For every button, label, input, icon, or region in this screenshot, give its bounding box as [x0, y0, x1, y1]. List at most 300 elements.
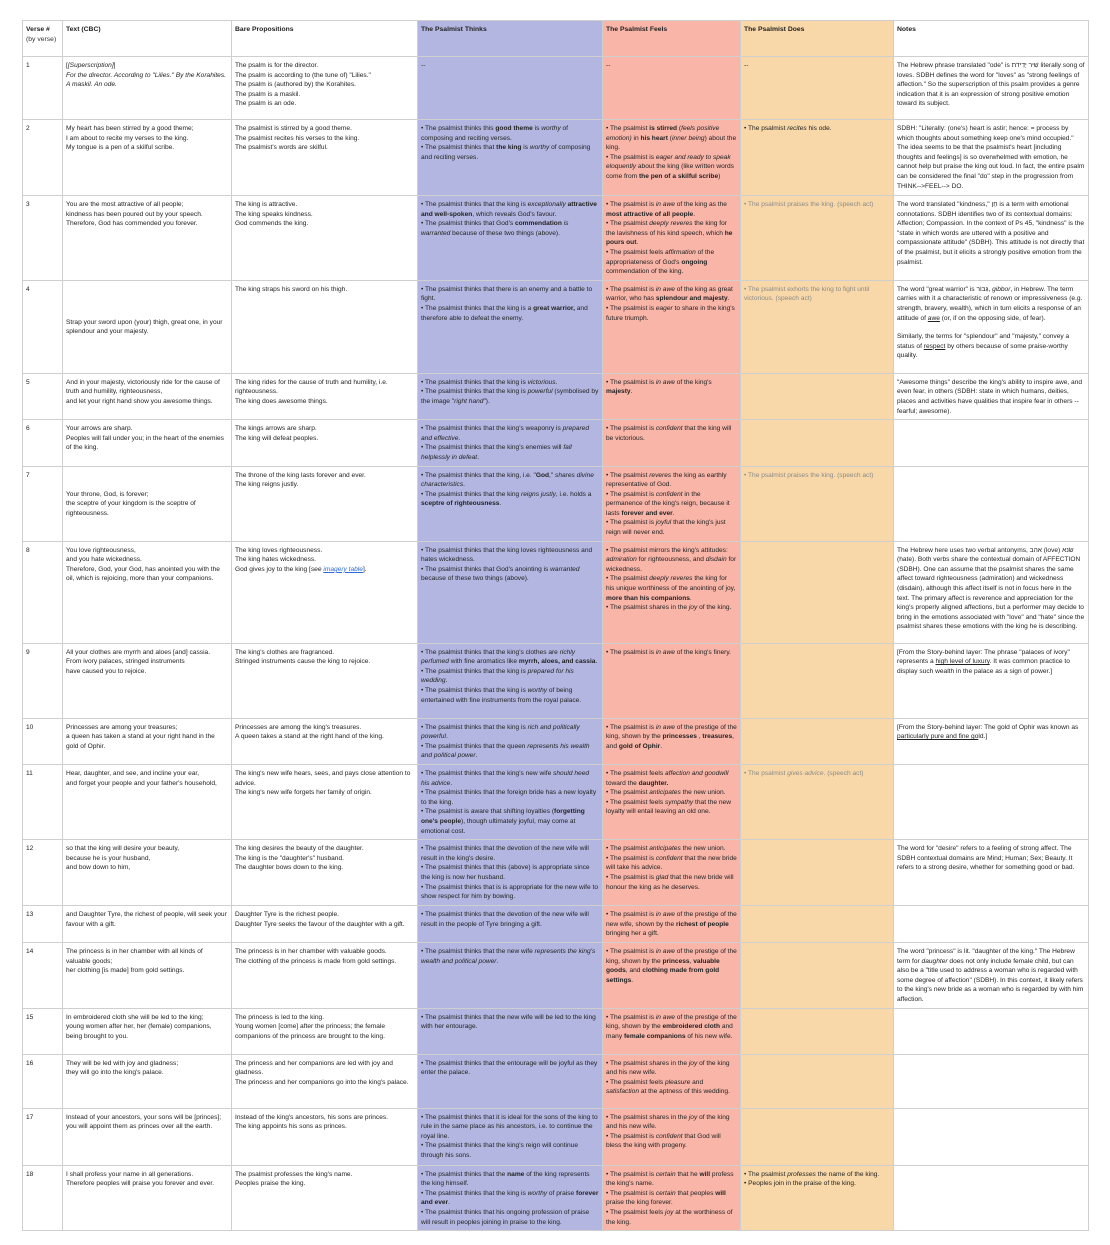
verse-number: 10	[23, 718, 63, 764]
bare-propositions	[232, 942, 418, 1008]
feels-item: • The psalmist is certain that peoples will praise the king forever.	[606, 1189, 726, 1207]
feels-cell	[603, 466, 741, 541]
feels-item: • The psalmist feels joy at the worthiness of the king.	[606, 1208, 733, 1226]
feels-item: • The psalmist mirrors the king's attitudes: admiration for righteousness, and disdain for wickedness.	[606, 546, 737, 573]
bare-line: The king's new wife forgets her family of origin.	[235, 789, 372, 797]
text-line: My tongue is a pen of a skilful scribe.	[66, 144, 175, 152]
does-cell: --	[741, 57, 894, 120]
bare-line: The psalmist is stirred by a good theme.	[235, 125, 352, 132]
thinks-cell	[418, 1165, 603, 1231]
bare-propositions	[232, 643, 418, 718]
thinks-item: • The psalmist thinks that the foreign bride has a new loyalty to the king.	[421, 789, 597, 806]
thinks-cell: • The psalmist thinks that the new wife will be led to the king with her entourage.	[418, 1008, 603, 1054]
thinks-item: • The psalmist thinks that the king, i.e. "God," shares divine characteristics.	[421, 471, 594, 489]
verse-text	[63, 643, 232, 718]
header-row	[23, 21, 1089, 57]
table-row	[23, 1165, 1089, 1231]
text-line: they will go into the king's palace.	[66, 1069, 164, 1077]
thinks-cell	[418, 765, 603, 840]
bare-line: Princesses are among the king's treasures.	[235, 723, 362, 731]
text-line: and forget your people and your father's household,	[66, 779, 217, 787]
thinks-cell	[418, 280, 603, 373]
bare-propositions	[232, 906, 418, 943]
feels-item: • The psalmist feels affection and goodwill toward the daughter.	[606, 770, 729, 787]
bare-line: The king's clothes are fragranced.	[235, 648, 335, 656]
feels-cell: • The psalmist is in awe of the king's majesty.	[603, 373, 741, 419]
does-cell	[741, 373, 894, 419]
notes-cell: "Awesome things" describe the king's ability to inspire awe, and even fear, in others (SDBH: state in which humans, deities, places and activities have qualities that inspire fear in others -- fearful; awesome).	[894, 373, 1089, 419]
bare-line: The king's new wife hears, sees, and pays close attention to advice.	[235, 770, 411, 787]
feels-item: • The psalmist is glad that the new bride will honour the king as he deserves.	[606, 873, 734, 891]
thinks-item: • The psalmist thinks that the king is worthy of praise forever and ever.	[421, 1189, 599, 1207]
superscription-text: [Superscription]	[67, 62, 114, 69]
table-row	[23, 466, 1089, 541]
bare-propositions	[232, 840, 418, 906]
verse-text	[63, 466, 232, 541]
bare-propositions	[232, 718, 418, 764]
thinks-cell: • The psalmist thinks that the devotion of the new wife will result in the people of Tyre bringing a gift.	[418, 906, 603, 943]
verse-text	[63, 765, 232, 840]
text-line: You love righteousness,	[66, 546, 136, 554]
superscription-label: [[Superscription]]	[66, 62, 116, 69]
text-line: Therefore peoples will praise you forever and ever.	[66, 1180, 215, 1188]
does-cell	[741, 1108, 894, 1165]
table-row	[23, 906, 1089, 943]
table-row	[23, 840, 1089, 906]
thinks-item: • The psalmist thinks that the king is worthy of being entertained with fine instruments from the royal palace.	[421, 687, 582, 704]
bare-line: Daughter Tyre is the richest people.	[235, 911, 339, 919]
verse-text	[63, 1008, 232, 1054]
table-row	[23, 420, 1089, 466]
notes-cell	[894, 765, 1089, 840]
table-row	[23, 765, 1089, 840]
bare-line: The clothing of the princess is made from gold settings.	[235, 957, 397, 965]
text-line: a queen has taken a stand at your right hand in the gold of Ophir.	[66, 733, 215, 750]
verse-text	[63, 541, 232, 643]
verse-text	[63, 120, 232, 196]
verse-text	[63, 196, 232, 281]
feels-item: • The psalmist is eager to share in the king's future triumph.	[606, 304, 735, 322]
feels-item: • The psalmist is confident that God will bless the king with progeny.	[606, 1132, 721, 1150]
text-line: Therefore, God has commended you forever.	[66, 220, 198, 228]
feels-item: • The psalmist feels sympathy that the new loyalty will entail leaving an old one.	[606, 798, 731, 816]
table-row	[23, 1054, 1089, 1108]
feels-item: • The psalmist anticipates the new union.	[606, 789, 726, 797]
table-row	[23, 196, 1089, 281]
bare-line: The psalm is according to (the tune of) "Lilies."	[235, 71, 371, 79]
feels-cell: • The psalmist is in awe of the prestige of the king, shown by the princesses , treasures, and gold of Ophir.	[603, 718, 741, 764]
bare-propositions	[232, 1108, 418, 1165]
text-line: and bow down to him,	[66, 864, 131, 872]
does-item: • The psalmist gives advice. (speech act)	[744, 770, 864, 778]
bare-line: The throne of the king lasts forever and ever.	[235, 471, 366, 479]
bare-line: God gives joy to the king [see imagery table].	[235, 565, 367, 573]
text-line: They will be led with joy and gladness;	[66, 1059, 179, 1067]
bare-propositions	[232, 120, 418, 196]
bare-line: The psalm is for the director.	[235, 62, 319, 69]
bare-line: The king is attractive.	[235, 201, 298, 208]
thinks-item: • The psalmist thinks that the king's enemies will fall helplessly in defeat.	[421, 444, 572, 461]
feels-item: • The psalmist is stirred (feels positive emotion) in his heart (inner being) about the king.	[606, 125, 737, 152]
thinks-item: • The psalmist thinks that the king's weaponry is prepared and effective.	[421, 425, 590, 442]
text-line: her clothing [is made] from gold settings.	[66, 967, 185, 975]
text-line: I shall profess your name in all generations.	[66, 1170, 194, 1178]
thinks-cell: --	[418, 57, 603, 120]
feels-cell	[603, 1165, 741, 1231]
table-row	[23, 373, 1089, 419]
text-line: kindness has been poured out by your speech.	[66, 210, 203, 218]
bare-line: God commends the king.	[235, 220, 309, 228]
verse-text	[63, 420, 232, 466]
does-cell: • The psalmist recites his ode.	[741, 120, 894, 196]
verse-number: 15	[23, 1008, 63, 1054]
verse-number: 1	[23, 57, 63, 120]
bare-line: The psalmist professes the king's name.	[235, 1170, 353, 1178]
text-line: A maskil. An ode.	[66, 81, 117, 89]
feels-cell	[603, 840, 741, 906]
notes-paragraph: Similarly, the terms for "splendour" and "majesty," convey a status of respect by others because of some praise-worthy quality.	[897, 333, 1070, 360]
header-text: Text (CBC)	[63, 21, 232, 57]
thinks-cell	[418, 1108, 603, 1165]
feels-item: • The psalmist is joyful that the king's just reign will never end.	[606, 519, 726, 537]
notes-cell: [From the Story-behind layer: The gold of Ophir was known as particularly pure and fine gold.]	[894, 718, 1089, 764]
text-line: Therefore, God, your God, has anointed you with the oil, which is rejoicing, more than your companions.	[66, 565, 220, 583]
text-line: And in your majesty, victoriously ride for the cause of truth and humility, righteousness,	[66, 378, 220, 396]
bare-line: The king loves righteousness.	[235, 546, 323, 554]
bare-propositions	[232, 1054, 418, 1108]
verse-text	[63, 1054, 232, 1108]
does-cell	[741, 1165, 894, 1231]
header-notes: Notes	[894, 21, 1089, 57]
bare-propositions	[232, 765, 418, 840]
thinks-item: • The psalmist thinks that the king reigns justly, i.e. holds a sceptre of righteousness.	[421, 490, 592, 508]
feels-item: • The psalmist reveres the king as earthly representative of God.	[606, 471, 727, 489]
thinks-item: • The psalmist thinks that the king is exceptionally attractive and well-spoken, which reveals God's favour.	[421, 201, 597, 218]
text-line: Instead of your ancestors, your sons will be [princes];	[66, 1113, 222, 1121]
text-line: My heart has been stirred by a good theme;	[66, 125, 194, 132]
notes-cell	[894, 280, 1089, 373]
notes-cell: The word for "desire" refers to a feeling of strong affect. The SDBH contextual domains are Mind; Human; Sex; Beauty. It refers to a strong desire, whether for something good or bad.	[894, 840, 1089, 906]
text-line: The princess is in her chamber with all kinds of valuable goods;	[66, 947, 203, 965]
thinks-item: • The psalmist thinks that God's commendation is warranted because of these two things (above).	[421, 220, 569, 237]
text-line: In embroidered cloth she will be led to the king;	[66, 1013, 204, 1021]
notes-cell: The Hebrew phrase translated "ode" is שִׁיר יְדִידֹת literally song of loves. SDBH defines the word for "loves" as "strong feelings of affection." So the superscription of this psalm provides a genre indication that it is an expression of strong positive emotion toward its subject.	[894, 57, 1089, 120]
feels-item: • The psalmist deeply reveres the king for his unique worthiness of the anointing of joy, more than his companions.	[606, 575, 736, 602]
bare-line: The psalm is an ode.	[235, 100, 297, 108]
table-row	[23, 120, 1089, 196]
thinks-cell	[418, 196, 603, 281]
notes-paragraph: The word "great warrior" is גִּבּוֹר, gibbor, in Hebrew. The term carries with it a characteristic of renown or impressiveness (e.g. strength, bravery, wealth), which in turn elicits a response of an attitude of awe (or, if on the opposing side, of fear).	[897, 285, 1083, 322]
notes-cell	[894, 906, 1089, 943]
bare-line: Instead of the king's ancestors, his sons are princes.	[235, 1113, 388, 1121]
does-cell	[741, 906, 894, 943]
feels-item: • The psalmist is eager and ready to speak eloquently about the king (like written words come from the pen of a skilful scribe)	[606, 153, 734, 180]
thinks-cell	[418, 541, 603, 643]
thinks-item: • The psalmist thinks that the king is rich and politically powerful.	[421, 723, 580, 741]
header-bare-propositions: Bare Propositions	[232, 21, 418, 57]
does-item: • The psalmist praises the king. (speech act)	[744, 201, 874, 208]
bare-line: The daughter bows down to the king.	[235, 864, 344, 872]
verse-text: and Daughter Tyre, the richest of people, will seek your favour with a gift.	[63, 906, 232, 943]
table-row	[23, 1108, 1089, 1165]
bare-propositions	[232, 373, 418, 419]
notes-cell	[894, 1108, 1089, 1165]
feels-item: • The psalmist anticipates the new union.	[606, 845, 726, 853]
header-feels: The Psalmist Feels	[603, 21, 741, 57]
feels-cell	[603, 1054, 741, 1108]
text-line: I am about to recite my verses to the king.	[66, 134, 189, 142]
does-item: • The psalmist exhorts the king to fight until victorious. (speech act)	[744, 285, 870, 303]
feels-cell	[603, 196, 741, 281]
bare-propositions	[232, 541, 418, 643]
text-line: and you hate wickedness.	[66, 556, 142, 564]
feels-cell: • The psalmist is confident that the king will be victorious.	[603, 420, 741, 466]
thinks-item: • The psalmist thinks that the king is a great warrior, and therefore able to defeat the enemy.	[421, 304, 588, 322]
header-verse	[23, 21, 63, 57]
thinks-cell	[418, 718, 603, 764]
text-line: because he is your husband,	[66, 854, 151, 862]
thinks-item: • The psalmist thinks that God's anointing is warranted because of these two things (above).	[421, 565, 580, 583]
feels-cell	[603, 541, 741, 643]
notes-cell	[894, 466, 1089, 541]
bare-line: The psalm is a maskil.	[235, 90, 301, 98]
header-does: The Psalmist Does	[741, 21, 894, 57]
bare-line: The king appoints his sons as princes.	[235, 1123, 347, 1131]
feels-item: • The psalmist is confident that the new bride will take his advice.	[606, 854, 737, 872]
feels-item: • The psalmist deeply reveres the king for the lavishness of his kind speech, which he pours out.	[606, 220, 733, 247]
thinks-item: • The psalmist thinks that the devotion of the new wife will result in the king's desire.	[421, 845, 589, 862]
thinks-cell	[418, 840, 603, 906]
feels-cell: • The psalmist is in awe of the prestige of the king, shown by the princess, valuable goods, and clothing made from gold settings.	[603, 942, 741, 1008]
text-line: Hear, daughter, and see, and incline your ear,	[66, 770, 200, 778]
bare-propositions	[232, 1165, 418, 1231]
feels-item: • The psalmist shares in the joy of the king and his new wife.	[606, 1113, 730, 1131]
bare-propositions	[232, 196, 418, 281]
feels-cell	[603, 280, 741, 373]
bare-line: The king rides for the cause of truth and humility, i.e. righteousness.	[235, 378, 388, 396]
header-thinks: The Psalmist Thinks	[418, 21, 603, 57]
bare-line: The princess is in her chamber with valuable goods.	[235, 947, 387, 955]
thinks-cell	[418, 466, 603, 541]
notes-cell: The Hebrew here uses two verbal antonyms, אהב (love) שׂנא (hate). Both verbs share the contextual domain of AFFECTION (SDBH). One can assume that the psalmist shares the same affect toward righteousness (admiration) and wickedness (disdain), although this affect itself is not in focus here in the text. The primary affect is reverence and appreciation for the king's properly aligned affections, but a performer may decide to bring in the emotions associated with "love" and "hate" since the psalmist shares these emotions with the king he is describing.	[894, 541, 1089, 643]
feels-cell	[603, 120, 741, 196]
verse-text	[63, 718, 232, 764]
table-row	[23, 643, 1089, 718]
feels-cell: --	[603, 57, 741, 120]
does-cell	[741, 765, 894, 840]
verse-number: 6	[23, 420, 63, 466]
thinks-cell: • The psalmist thinks that the entourage will be joyful as they enter the palace.	[418, 1054, 603, 1108]
feels-cell: • The psalmist is in awe of the king's finery.	[603, 643, 741, 718]
text-line: young women after her, her (female) companions, being brought to you.	[66, 1023, 212, 1040]
text-line: You are the most attractive of all people;	[66, 201, 184, 208]
does-cell	[741, 541, 894, 643]
verse-number: 14	[23, 942, 63, 1008]
thinks-item: • The psalmist thinks that it is ideal for the sons of the king to rule in the same place as his ancestors, i.e. to continue the royal line.	[421, 1113, 598, 1140]
verse-text	[63, 1108, 232, 1165]
notes-cell	[894, 420, 1089, 466]
verse-text	[63, 840, 232, 906]
verse-number: 9	[23, 643, 63, 718]
does-cell	[741, 1054, 894, 1108]
text-line: and let your right hand show you awesome things.	[66, 397, 213, 405]
does-cell	[741, 718, 894, 764]
bare-line: The king will defeat peoples.	[235, 434, 319, 442]
does-cell	[741, 280, 894, 373]
does-cell	[741, 466, 894, 541]
table-row	[23, 718, 1089, 764]
text-line: have caused you to rejoice.	[66, 667, 147, 675]
text-line: Your throne, God, is forever;	[66, 490, 149, 498]
imagery-table-link[interactable]: imagery table	[323, 565, 363, 573]
verse-number: 7	[23, 466, 63, 541]
bare-line: The king reigns justly.	[235, 481, 299, 489]
verse-number: 12	[23, 840, 63, 906]
text-line: All your clothes are myrrh and aloes [and] cassia.	[66, 648, 211, 656]
verse-number: 4	[23, 280, 63, 373]
verse-number: 8	[23, 541, 63, 643]
does-cell	[741, 196, 894, 281]
header-verse-label: Verse #	[26, 26, 50, 33]
text-line: you will appoint them as princes over all the earth.	[66, 1123, 213, 1131]
feels-cell: • The psalmist is in awe of the prestige of the king, shown by the embroidered cloth and many female companions of his new wife.	[603, 1008, 741, 1054]
does-cell	[741, 643, 894, 718]
bare-line: The king desires the beauty of the daughter.	[235, 845, 364, 853]
feels-cell	[603, 1108, 741, 1165]
feels-cell	[603, 765, 741, 840]
thinks-item: • The psalmist thinks that the queen represents his wealth and political power.	[421, 742, 590, 760]
table-row	[23, 942, 1089, 1008]
bare-propositions	[232, 420, 418, 466]
notes-cell	[894, 1054, 1089, 1108]
text-line: Peoples will fall under you; in the heart of the enemies of the king.	[66, 434, 224, 452]
bare-line: The princess is led to the king.	[235, 1013, 325, 1021]
thinks-item: • The psalmist thinks this good theme is worthy of composing and reciting verses.	[421, 125, 568, 142]
table-row	[23, 280, 1089, 373]
bare-line: The princess and her companions are led with joy and gladness.	[235, 1059, 393, 1077]
feels-item: • The psalmist is in awe of the king as the most attractive of all people.	[606, 201, 727, 218]
verse-text	[63, 1165, 232, 1231]
feels-cell: • The psalmist is in awe of the prestige of the new wife, shown by the richest of people bringing her a gift.	[603, 906, 741, 943]
thinks-item: • The psalmist thinks that his ongoing profession of praise will result in peoples joining in praise to the king.	[421, 1208, 590, 1226]
verse-number: 5	[23, 373, 63, 419]
verse-number: 17	[23, 1108, 63, 1165]
feels-item: • The psalmist shares in the joy of the king and his new wife.	[606, 1059, 730, 1077]
table-row	[23, 541, 1089, 643]
thinks-item: • The psalmist is aware that shifting loyalties (forgetting one's people), though ultimately joyful, may come at emotional cost.	[421, 808, 585, 835]
bare-line: The king speaks kindness.	[235, 210, 313, 218]
table-row	[23, 57, 1089, 120]
bare-line: The princess and her companions go into the king's palace.	[235, 1078, 409, 1086]
verse-text	[63, 942, 232, 1008]
feels-item: • The psalmist shares in the joy of the king.	[606, 604, 732, 612]
thinks-cell	[418, 373, 603, 419]
bare-line: The psalmist's words are skilful.	[235, 144, 328, 152]
bare-line: Young women [come] after the princess; the female companions of the princess are brought to the king.	[235, 1023, 386, 1040]
thinks-item: • The psalmist thinks that the name of the king represents the king himself.	[421, 1170, 590, 1188]
psalm-45-analysis-table	[22, 20, 1089, 1231]
header-verse-sub: (by verse)	[26, 35, 57, 43]
thinks-cell	[418, 120, 603, 196]
verse-text	[63, 57, 232, 120]
feels-item: • The psalmist is confident in the permanence of the king's reign, because it lasts forever and ever.	[606, 490, 730, 517]
notes-cell: [From the Story-behind layer: The phrase "palaces of ivory" represents a high level of luxury. It was common practice to display such wealth in the palace as a sign of power.]	[894, 643, 1089, 718]
bare-line: The psalmist recites his verses to the king.	[235, 134, 360, 142]
feels-item: • The psalmist is in awe of the king as great warrior, who has splendour and majesty.	[606, 285, 733, 303]
thinks-item: • The psalmist thinks that the king is prepared for his wedding.	[421, 667, 574, 685]
verse-number: 18	[23, 1165, 63, 1231]
thinks-item: • The psalmist thinks that the king loves righteousness and hates wickedness.	[421, 546, 593, 564]
feels-item: • The psalmist is certain that he will profess the king's name.	[606, 1170, 734, 1188]
does-cell	[741, 1008, 894, 1054]
feels-item: • The psalmist feels pleasure and satisfaction at the aptness of this wedding.	[606, 1078, 730, 1096]
table-row	[23, 1008, 1089, 1054]
does-item: • The psalmist professes the name of the king.	[744, 1170, 880, 1178]
thinks-item: • The psalmist thinks that the king is powerful (symbolised by the image "right hand").	[421, 388, 599, 405]
verse-number: 16	[23, 1054, 63, 1108]
text-line: From ivory palaces, stringed instruments	[66, 658, 185, 666]
bare-line: Peoples praise the king.	[235, 1180, 306, 1188]
notes-cell: The word translated "kindness," חֵן is a term with emotional connotations. SDBH identifies two of its contextual domains: Affection; Compassion. In the context of Ps 45, "kindness" is the "state in which words are uttered with a positive and compassionate attitude" (SDBH). This attitude is not directly that of the psalmist, but it elicits a strongly positive emotion from the psalmist.	[894, 196, 1089, 281]
thinks-item: • The psalmist thinks that is is appropriate for the new wife to show respect for him by bowing.	[421, 883, 599, 901]
thinks-item: • The psalmist thinks that the king's clothes are richly perfumed with fine aromatics like myrrh, aloes, and cassia.	[421, 648, 598, 666]
bare-line: A queen takes a stand at the right hand of the king.	[235, 733, 384, 741]
text-line: the sceptre of your kingdom is the sceptre of righteousness.	[66, 500, 196, 517]
does-cell	[741, 840, 894, 906]
bare-line: The king does awesome things.	[235, 397, 328, 405]
bare-line: The king hates wickedness.	[235, 556, 316, 564]
text-line: so that the king will desire your beauty,	[66, 845, 180, 853]
verse-number: 13	[23, 906, 63, 943]
bare-propositions	[232, 1008, 418, 1054]
notes-cell: The word "princess" is lit. "daughter of the king." The Hebrew term for daughter does not only include female child, but can also be a "title used to address a woman who is regarded with some degree of affection" (SDBH). In this context, it likely refers to the king's new bride as a woman who is regarded by with him affection.	[894, 942, 1089, 1008]
bare-propositions: The king straps his sword on his thigh.	[232, 280, 418, 373]
bare-line: Daughter Tyre seeks the favour of the daughter with a gift.	[235, 920, 405, 928]
does-item: • The psalmist praises the king. (speech act)	[744, 471, 874, 479]
notes-cell: SDBH: "Literally: (one's) heart is astir; hence: = process by which thoughts about something keep one's mind occupied." The idea seems to be that the psalmist's heart [including thoughts and feelings] is so overwhelmed with emotion, he cannot help but praise the king out loud. In fact, the entire psalm can be considered the final "do" step in the progression from THINK-->FEEL--> DO.	[894, 120, 1089, 196]
verse-number: 2	[23, 120, 63, 196]
feels-item: • The psalmist feels affirmation of the appropriateness of God's ongoing commendation of the king.	[606, 248, 715, 276]
verse-number: 11	[23, 765, 63, 840]
verse-text: Strap your sword upon (your) thigh, great one, in your splendour and your majesty.	[63, 280, 232, 373]
bare-line: The king is the "daughter's" husband.	[235, 854, 344, 862]
bare-line: The psalm is (authored by) the Korahites.	[235, 81, 356, 89]
notes-cell	[894, 1008, 1089, 1054]
bare-propositions	[232, 466, 418, 541]
thinks-cell	[418, 420, 603, 466]
does-cell	[741, 942, 894, 1008]
verse-text	[63, 373, 232, 419]
bare-line: Stringed instruments cause the king to rejoice.	[235, 658, 371, 666]
thinks-cell	[418, 643, 603, 718]
text-line: Princesses are among your treasures;	[66, 723, 178, 731]
thinks-item: • The psalmist thinks that the king's reign will continue through his sons.	[421, 1142, 579, 1159]
thinks-item: • The psalmist thinks that this (above) is appropriate since the king is now her husband.	[421, 864, 590, 881]
does-item: • Peoples join in the praise of the king.	[744, 1180, 856, 1188]
thinks-item: • The psalmist thinks that the king is worthy of composing and reciting verses.	[421, 144, 591, 161]
text-line: For the director. According to "Lilies." By the Korahites.	[66, 71, 226, 79]
bare-line: The kings arrows are sharp.	[235, 425, 317, 433]
thinks-cell: • The psalmist thinks that the new wife represents the king's wealth and political power.	[418, 942, 603, 1008]
thinks-item: • The psalmist thinks that the king's new wife should heed his advice.	[421, 770, 590, 787]
notes-cell	[894, 1165, 1089, 1231]
bare-propositions	[232, 57, 418, 120]
does-cell	[741, 420, 894, 466]
thinks-item: • The psalmist thinks that the king is victorious.	[421, 378, 558, 386]
thinks-item: • The psalmist thinks that there is an enemy and a battle to fight.	[421, 285, 593, 303]
text-line: Your arrows are sharp.	[66, 425, 133, 433]
verse-number: 3	[23, 196, 63, 281]
